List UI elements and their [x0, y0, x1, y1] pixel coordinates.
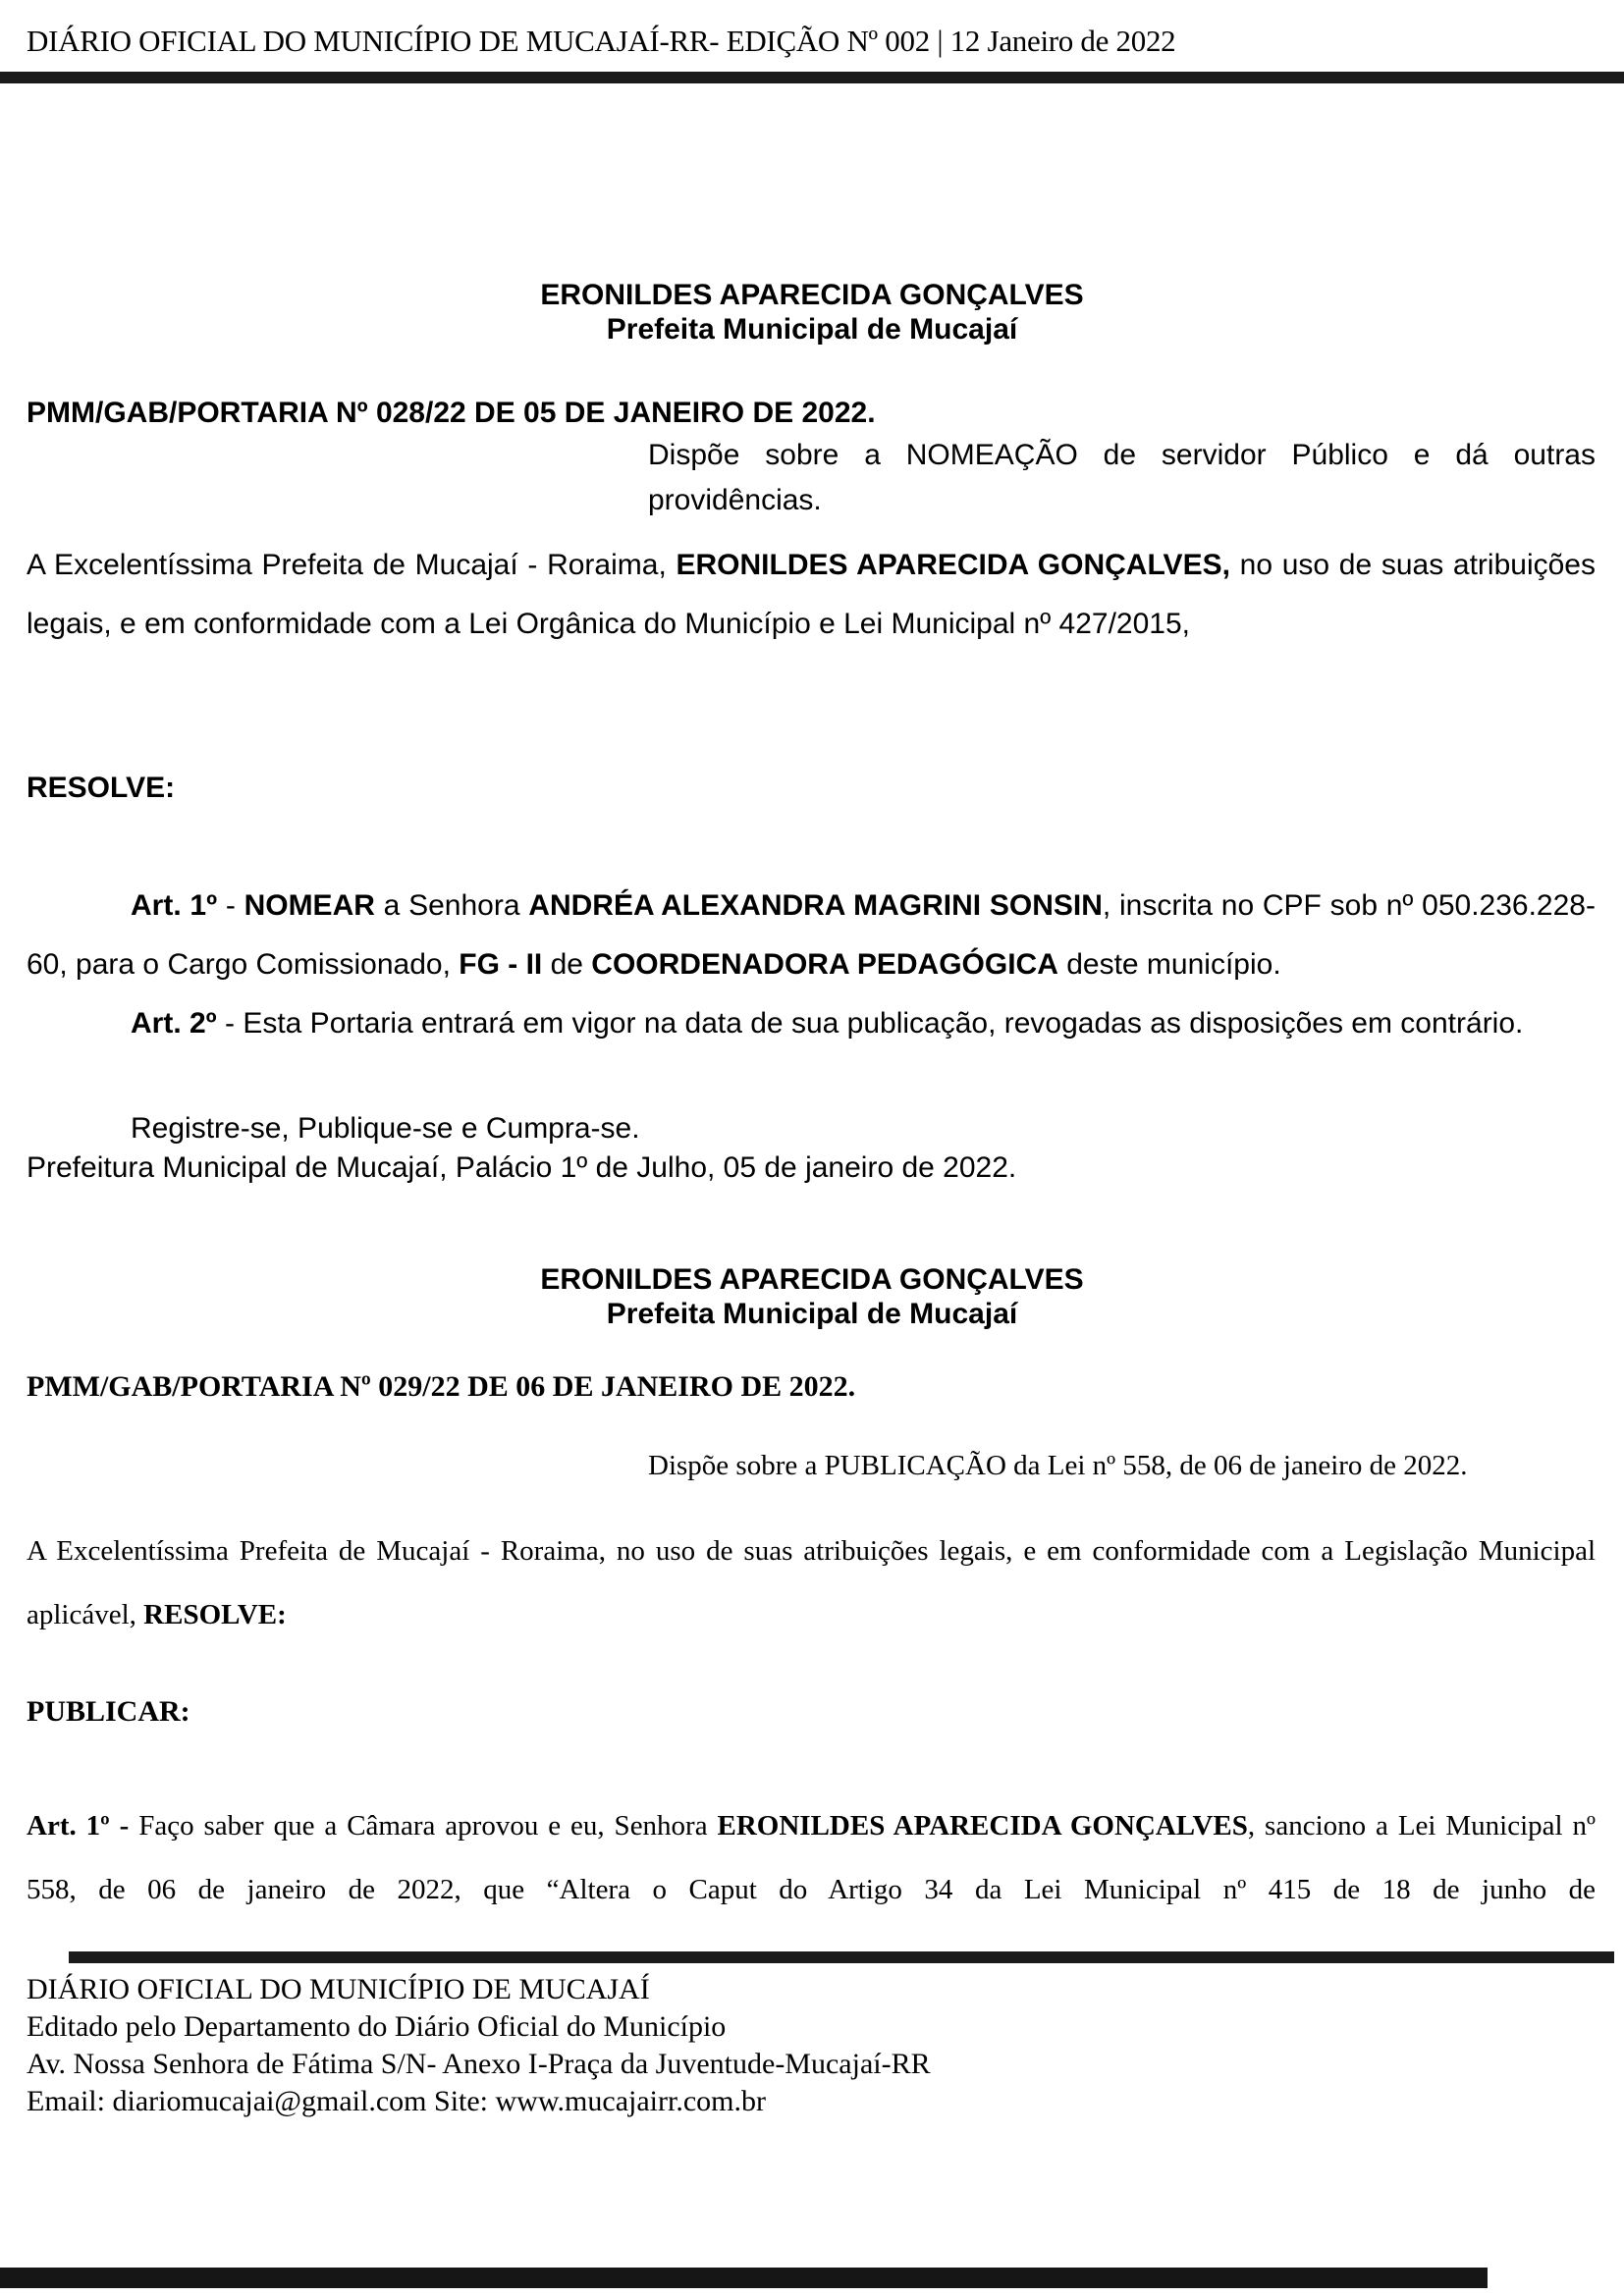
footer-title: DIÁRIO OFICIAL DO MUNICÍPIO DE MUCAJAÍ: [27, 1973, 650, 2005]
prefeita-role: Prefeita Municipal de Mucajaí: [606, 1298, 1018, 1330]
article-text: Faço saber que a Câmara aprovou e eu, Senhora: [138, 1810, 718, 1842]
nomear-keyword: NOMEAR: [244, 889, 375, 922]
preamble-text: A Excelentíssima Prefeita de Mucajaí - Roraima,: [27, 549, 677, 581]
cargo-title: COORDENADORA PEDAGÓGICA: [591, 948, 1058, 981]
article-1: [27, 877, 1596, 994]
header-rule: [0, 72, 1624, 83]
article-text: deste município.: [1057, 948, 1281, 981]
footer-editor: Editado pelo Departamento do Diário Oficial do Município: [27, 2010, 727, 2043]
prefeita-name: ERONILDES APARECIDA GONÇALVES: [540, 1263, 1084, 1296]
prefeita-name-inline: ERONILDES APARECIDA GONÇALVES,: [676, 549, 1230, 581]
signature-block-2: [0, 1262, 1624, 1331]
portaria-028-closing: [27, 1109, 1596, 1188]
article-number: Art. 2º: [131, 1007, 217, 1040]
article-text: de: [542, 948, 592, 981]
closing-local-date: Prefeitura Municipal de Mucajaí, Palácio 1º de Julho, 05 de janeiro de 2022.: [27, 1151, 1017, 1184]
article-text: - Esta Portaria entrará em vigor na data de sua publicação, revogadas as disposições em contrário.: [216, 1007, 1524, 1040]
preamble-text: no uso de suas atribuições legais, e em conformidade com a Lei Orgânica do Município e Lei Municipal nº 427/2015,: [27, 549, 1596, 640]
article-2: [27, 994, 1596, 1053]
resolve-label: RESOLVE:: [27, 772, 176, 804]
portaria-028-articles: [27, 877, 1596, 1053]
prefeita-role: Prefeita Municipal de Mucajaí: [606, 313, 1018, 346]
footer-contact: Email: diariomucajai@gmail.com Site: www.mucajairr.com.br: [27, 2085, 766, 2117]
article-text: , sanciono a Lei Municipal nº 558, de 06 de janeiro de 2022, que “Altera o Caput do Artigo 34 da Lei Municipal nº 415 de 18 de junho de: [27, 1810, 1597, 1905]
portaria-029-article-1: [27, 1794, 1596, 1922]
article-number: Art. 1º -: [27, 1810, 139, 1842]
portaria-029-ementa: Dispõe sobre a PUBLICAÇÃO da Lei nº 558, de 06 de janeiro de 2022.: [648, 1450, 1468, 1481]
portaria-028-ementa: Dispõe sobre a NOMEAÇÃO de servidor Público e dá outras providências.: [648, 439, 1596, 516]
publicar-label: PUBLICAR:: [27, 1695, 190, 1728]
footer-address: Av. Nossa Senhora de Fátima S/N- Anexo I-Praça da Juventude-Mucajaí-RR: [27, 2048, 931, 2080]
article-text: -: [217, 889, 244, 922]
preamble-text: A Excelentíssima Prefeita de Mucajaí - Roraima, no uso de suas atribuições legais, e em conformidade com a Legislação Municipal aplicável,: [27, 1535, 1596, 1630]
signature-block-1: [0, 278, 1624, 347]
closing-registre: Registre-se, Publique-se e Cumpra-se.: [131, 1112, 640, 1145]
portaria-029-title: PMM/GAB/PORTARIA Nº 029/22 DE 06 DE JANEIRO DE 2022.: [27, 1370, 856, 1403]
prefeita-name-inline: ERONILDES APARECIDA GONÇALVES: [717, 1810, 1248, 1842]
article-text: , inscrita no CPF sob nº 050.236.228-60, para o Cargo Comissionado,: [27, 889, 1596, 981]
resolve-keyword: RESOLVE:: [143, 1599, 287, 1630]
footer-block: [27, 1971, 1596, 2120]
cargo-code: FG - II: [459, 948, 543, 981]
portaria-028-preamble: [27, 536, 1596, 654]
article-number: Art. 1º: [131, 889, 218, 922]
portaria-028-title: PMM/GAB/PORTARIA Nº 028/22 DE 05 DE JANEIRO DE 2022.: [27, 397, 876, 429]
appointee-name: ANDRÉA ALEXANDRA MAGRINI SONSIN: [528, 889, 1103, 922]
portaria-029-preamble: [27, 1520, 1596, 1647]
masthead-text: DIÁRIO OFICIAL DO MUNICÍPIO DE MUCAJAÍ-RR- EDIÇÃO Nº 002 | 12 Janeiro de 2022: [27, 24, 1176, 58]
prefeita-name: ERONILDES APARECIDA GONÇALVES: [540, 279, 1084, 311]
footer-rule: [69, 1951, 1614, 1963]
bottom-divider-bar: [0, 2268, 1488, 2288]
article-text: a Senhora: [374, 889, 529, 922]
